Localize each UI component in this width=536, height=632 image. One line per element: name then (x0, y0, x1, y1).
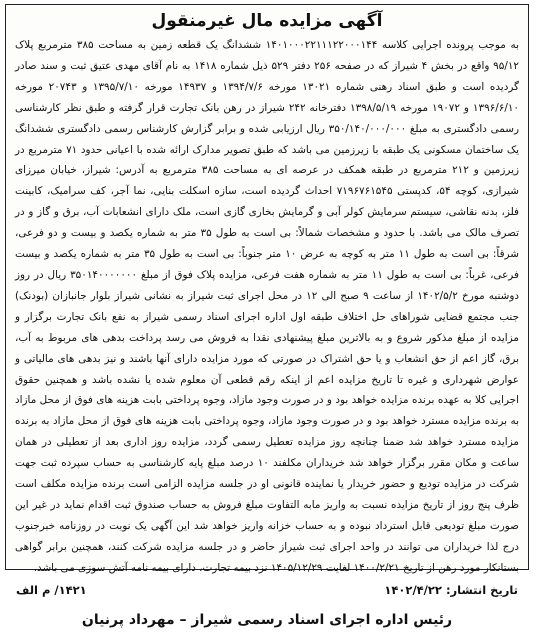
notice-meta-row (16, 580, 518, 600)
publish-date (384, 580, 518, 600)
publish-date-label: تاریخ انتشار: (445, 582, 518, 597)
notice-body: به موجب پرونده اجرایی کلاسه ۱۴۰۱۰۰۰۲۲۱۱۱۲۲۰۰۰۱۴۴ ششدانگ یک قطعه زمین به مساحت ۳۸۵ مترمربع پلاک ۹۵/۱۲ واقع در بخش ۴ شیراز که در صفحه ۲۵۶ دفتر ۵۲۹ ذیل شماره ۱۴۱۸ به نام آقای مهدی عتیق ثبت و سند صادر گردیده است و طبق اسناد رهنی شماره ۱۳۰۲۱ مورخه ۱۳۹۴/۷/۶ و ۱۴۹۳۷ مورخه ۱۳۹۵/۷/۱۰ و ۲۰۷۴۳ مورخه ۱۳۹۶/۶/۱۰ و ۱۹۰۷۲ مورخه ۱۳۹۸/۵/۱۹ دفترخانه ۲۴۲ شیراز در رهن بانک تجارت قرار گرفته و طبق نظر کارشناسی رسمی دادگستری به مبلغ ۳۵۰/۱۴۰/۰۰۰/۰۰۰ ریال ارزیابی شده و برابر گزارش کارشناس رسمی دادگستری ششدانگ یک ساختمان مسکونی یک طبقه با زیرزمین می باشد که طبق تصویر مدارک ارائه شده با اعیانی حدود ۷۱ مترمربع در زیرزمین و ۲۱۲ مترمربع در طبقه همکف در عرصه ای به مساحت ۳۸۵ مترمربع به آدرس: شیراز، خیابان میرزای شیرازی، کوچه ۵۴، کدپستی ۷۱۹۶۷۶۱۵۴۵ احداث گردیده است، سازه اسکلت بنایی، نما آجر، کف سرامیک، کابینت فلز، بدنه نقاشی، سیستم سرمایش کولر آبی و گرمایش بخاری گازی است، ملک دارای انشعابات آب، برق و گاز و در تصرف مالک می باشد. با حدود و مشخصات شمالاً: بی است به طول ۳۵ متر به شماره یکصد و بیست و دو فرعی، شرقاً: بی است به طول ۱۱ متر به کوچه به عرض ۱۰ متر جنوباً: بی است به طول ۳۵ متر به شماره یکصد و بیست فرعی، غرباً: بی است به طول ۱۱ متر به شماره هفت فرعی، مزایده پلاک فوق از مبلغ ۳۵۰۱۴۰۰۰۰۰۰۰ ریال در روز دوشنبه مورخ ۱۴۰۲/۵/۲ از ساعت ۹ صبح الی ۱۲ در محل اجرای ثبت شیراز به نشانی شیراز بلوار جانبازان (بودنک) جنب مجتمع قضایی شوراهای حل اختلاف طبقه اول اداره اجرای اسناد رسمی شیراز به نفع بانک تجارت برگزار و مزایده از مبلغ مذکور شروع و به بالاترین مبلغ پیشنهادی نقدا به فروش می رسد پرداخت بدهی های مربوط به آب، برق، گاز اعم از حق انشعاب و یا حق اشتراک در صورتی که مورد مزایده دارای آنها باشند و نیز بدهی های مالیاتی و عوارض شهرداری و غیره تا تاریخ مزایده اعم از اینکه رقم قطعی آن معلوم شده یا نشده باشد و همچنین حقوق اجرایی کلا به عهده برنده مزایده خواهد بود و در صورت وجود مازاد، وجوه پرداختی بابت هزینه های فوق از محل مازاد به برنده مزایده مسترد خواهد بود و در صورت وجود مازاد، وجوه پرداختی بابت هزینه های فوق از محل مازاد به برنده مزایده مسترد خواهد شد ضمنا چنانچه روز مزایده تعطیل رسمی گردد، مزایده روز اداری بعد از تعطیلی در همان ساعت و مکان مقرر برگزار خواهد شد خریداران مکلفند ۱۰ درصد مبلغ پایه کارشناسی به حساب سپرده ثبت جهت شرکت در مزایده تودیع و حضور خریدار یا نماینده قانونی او در جلسه مزایده الزامی است برنده مزایده مکلف است ظرف پنج روز از تاریخ مزایده نسبت به واریز مابه التفاوت مبلغ فروش به حساب صندوق ثبت اقدام نماید در غیر این صورت مبلغ تودیعی قابل استرداد نبوده و به حساب خزانه واریز خواهد شد این آگهی یک نوبت در روزنامه خبرجنوب درج لذا خریداران می توانند در واحد اجرای ثبت شیراز حاضر و در جلسه مزایده شرکت کنند، همچنین برابر گواهی بستانکار مورد رهن از تاریخ ۱۴۰۰/۲/۲۱ لغایت ۱۴۰۵/۱۲/۲۹ نزد بیمه تجارت، دارای بیمه نامه آتش سوزی می باشد. (15, 39, 520, 574)
notice-code: ۱۴۲۱/ م الف (16, 582, 87, 597)
auction-notice (5, 4, 529, 628)
publish-date-value: ۱۴۰۲/۴/۲۲ (384, 582, 442, 597)
signature-line: رئیس اداره اجرای اسناد رسمی شیراز – مهرداد پرنیان (81, 611, 453, 628)
notice-title: آگهی مزایده مال غیرمنقول (151, 11, 383, 31)
